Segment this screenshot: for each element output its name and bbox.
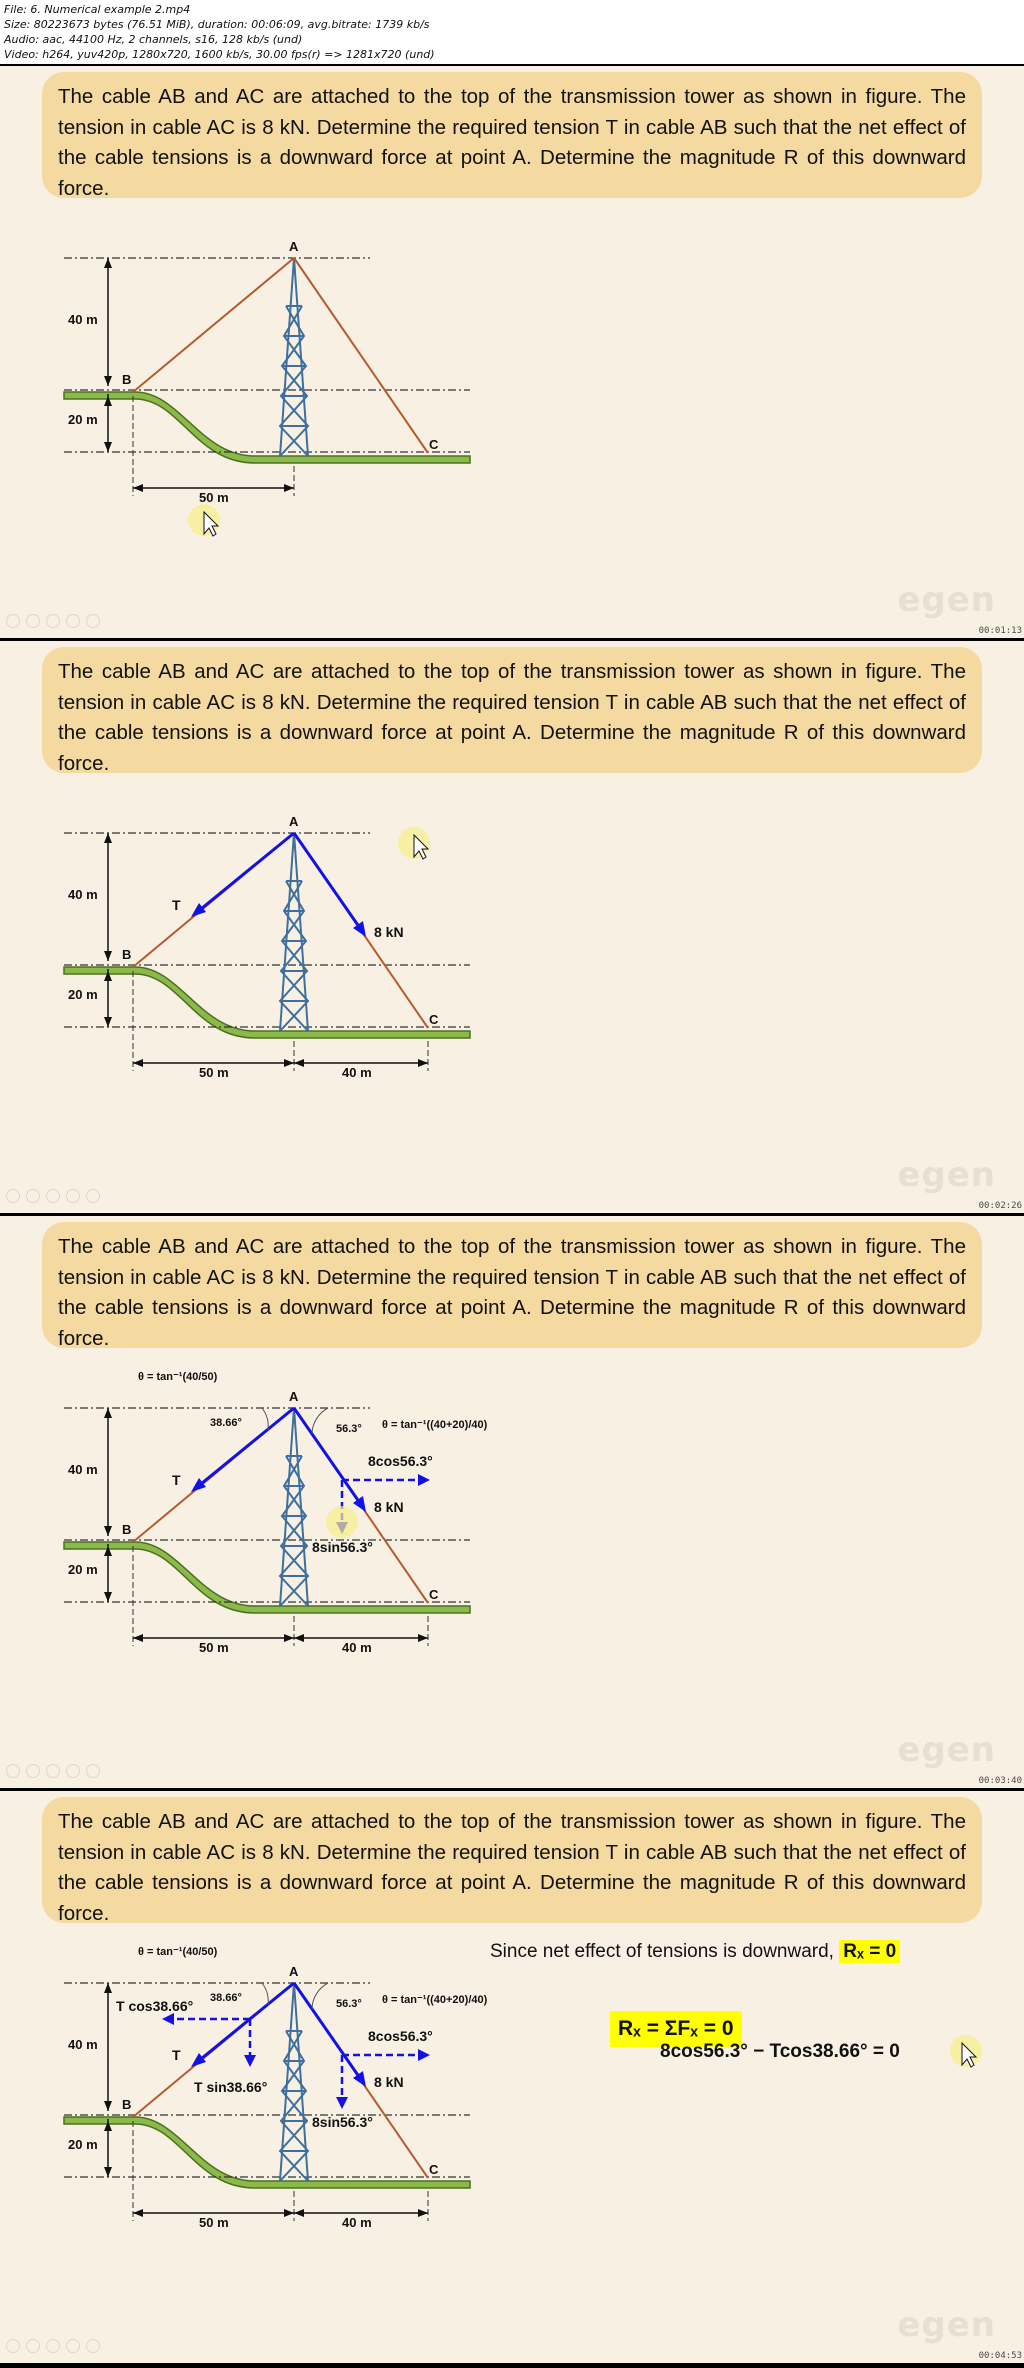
timecode: 00:04:53	[978, 2351, 1022, 2361]
height-20-label: 20 m	[68, 412, 98, 427]
comp-h-right-label: 8cos56.3°	[368, 1453, 433, 1469]
audio-info-line: Audio: aac, 44100 Hz, 2 channels, s16, 128 kb/s (und)	[4, 33, 303, 46]
rx-zero-highlight: Rₓ = 0	[839, 1940, 900, 1963]
point-a-label: A	[289, 239, 299, 254]
comp-v-right-label: 8sin56.3°	[312, 1539, 373, 1555]
angle-right-label: 56.3°	[336, 1423, 362, 1435]
tension-t-label: T	[172, 2047, 181, 2063]
height-40-label: 40 m	[68, 312, 98, 327]
point-c-label: C	[429, 1012, 439, 1027]
tower-diagram	[0, 641, 1024, 1213]
statement-text: Since net effect of tensions is downward,	[490, 1941, 834, 1962]
distance-50-label: 50 m	[199, 2215, 229, 2230]
player-controls[interactable]	[6, 1189, 100, 1203]
problem-statement: The cable AB and AC are attached to the top of the transmission tower as shown in figure. The tension in cable AC is 8 kN. Determine the required tension T in cable AB such that the net effect of the cable tensions is a downward force at point A. Determine the magnitude R of this downward force.	[42, 1797, 982, 1923]
point-a-label: A	[289, 1964, 299, 1979]
tension-8kn-label: 8 kN	[374, 1499, 404, 1515]
timecode: 00:03:40	[978, 1776, 1022, 1786]
height-40-label: 40 m	[68, 1462, 98, 1477]
theta-right-formula: θ = tan⁻¹((40+20)/40)	[382, 1994, 488, 2006]
theta-right-formula: θ = tan⁻¹((40+20)/40)	[382, 1419, 488, 1431]
tension-8kn-label: 8 kN	[374, 924, 404, 940]
point-b-label: B	[122, 1522, 132, 1537]
problem-statement: The cable AB and AC are attached to the top of the transmission tower as shown in figure. The tension in cable AC is 8 kN. Determine the required tension T in cable AB such that the net effect of the cable tensions is a downward force at point A. Determine the magnitude R of this downward force.	[42, 647, 982, 773]
theta-left-formula: θ = tan⁻¹(40/50)	[138, 1371, 218, 1383]
height-40-label: 40 m	[68, 887, 98, 902]
distance-40-label: 40 m	[342, 1640, 372, 1655]
comp-h-right-label: 8cos56.3°	[368, 2028, 433, 2044]
timecode: 00:02:26	[978, 1201, 1022, 1211]
height-20-label: 20 m	[68, 2137, 98, 2152]
video-frame-2	[0, 641, 1024, 1213]
file-name-line: File: 6. Numerical example 2.mp4	[4, 3, 191, 16]
player-controls[interactable]	[6, 2339, 100, 2353]
point-b-label: B	[122, 372, 132, 387]
tower-diagram	[0, 66, 1024, 638]
point-b-label: B	[122, 2097, 132, 2112]
sum-fx-equation: Rₓ = ΣFₓ = 0	[610, 2011, 742, 2047]
balance-equation: 8cos56.3° − Tcos38.66° = 0	[660, 2041, 900, 2062]
video-frame-3	[0, 1216, 1024, 1788]
comp-h-left-label: T cos38.66°	[116, 1998, 194, 2014]
height-40-label: 40 m	[68, 2037, 98, 2052]
distance-50-label: 50 m	[199, 1640, 229, 1655]
point-a-label: A	[289, 814, 299, 829]
file-size-line: Size: 80223673 bytes (76.51 MiB), duration: 00:06:09, avg.bitrate: 1739 kb/s	[4, 18, 430, 31]
player-controls[interactable]	[6, 1764, 100, 1778]
point-c-label: C	[429, 1587, 439, 1602]
distance-50-label: 50 m	[199, 490, 229, 505]
distance-40-label: 40 m	[342, 1065, 372, 1080]
point-c-label: C	[429, 2162, 439, 2177]
height-20-label: 20 m	[68, 1562, 98, 1577]
egen-logo: egen	[897, 580, 996, 620]
comp-v-left-label: T sin38.66°	[194, 2079, 268, 2095]
video-frame-1	[0, 66, 1024, 638]
angle-left-label: 38.66°	[210, 1992, 242, 2004]
tower-diagram	[0, 1216, 1024, 1788]
egen-logo: egen	[897, 1730, 996, 1770]
distance-50-label: 50 m	[199, 1065, 229, 1080]
height-20-label: 20 m	[68, 987, 98, 1002]
point-c-label: C	[429, 437, 439, 452]
problem-statement: The cable AB and AC are attached to the top of the transmission tower as shown in figure. The tension in cable AC is 8 kN. Determine the required tension T in cable AB such that the net effect of the cable tensions is a downward force at point A. Determine the magnitude R of this downward force.	[42, 72, 982, 198]
player-controls[interactable]	[6, 614, 100, 628]
egen-logo: egen	[897, 1155, 996, 1195]
theta-left-formula: θ = tan⁻¹(40/50)	[138, 1946, 218, 1958]
video-frame-4	[0, 1791, 1024, 2363]
distance-40-label: 40 m	[342, 2215, 372, 2230]
tension-t-label: T	[172, 897, 181, 913]
angle-left-label: 38.66°	[210, 1417, 242, 1429]
comp-v-right-label: 8sin56.3°	[312, 2114, 373, 2130]
point-a-label: A	[289, 1389, 299, 1404]
tension-t-label: T	[172, 1472, 181, 1488]
video-info-line: Video: h264, yuv420p, 1280x720, 1600 kb/s, 30.00 fps(r) => 1281x720 (und)	[4, 48, 435, 61]
timecode: 00:01:13	[978, 626, 1022, 636]
egen-logo: egen	[897, 2305, 996, 2345]
tower-diagram	[0, 1791, 1024, 2363]
solution-statement	[490, 1941, 900, 1963]
file-info-header	[0, 0, 1024, 64]
problem-statement: The cable AB and AC are attached to the top of the transmission tower as shown in figure. The tension in cable AC is 8 kN. Determine the required tension T in cable AB such that the net effect of the cable tensions is a downward force at point A. Determine the magnitude R of this downward force.	[42, 1222, 982, 1348]
angle-right-label: 56.3°	[336, 1998, 362, 2010]
tension-8kn-label: 8 kN	[374, 2074, 404, 2090]
point-b-label: B	[122, 947, 132, 962]
